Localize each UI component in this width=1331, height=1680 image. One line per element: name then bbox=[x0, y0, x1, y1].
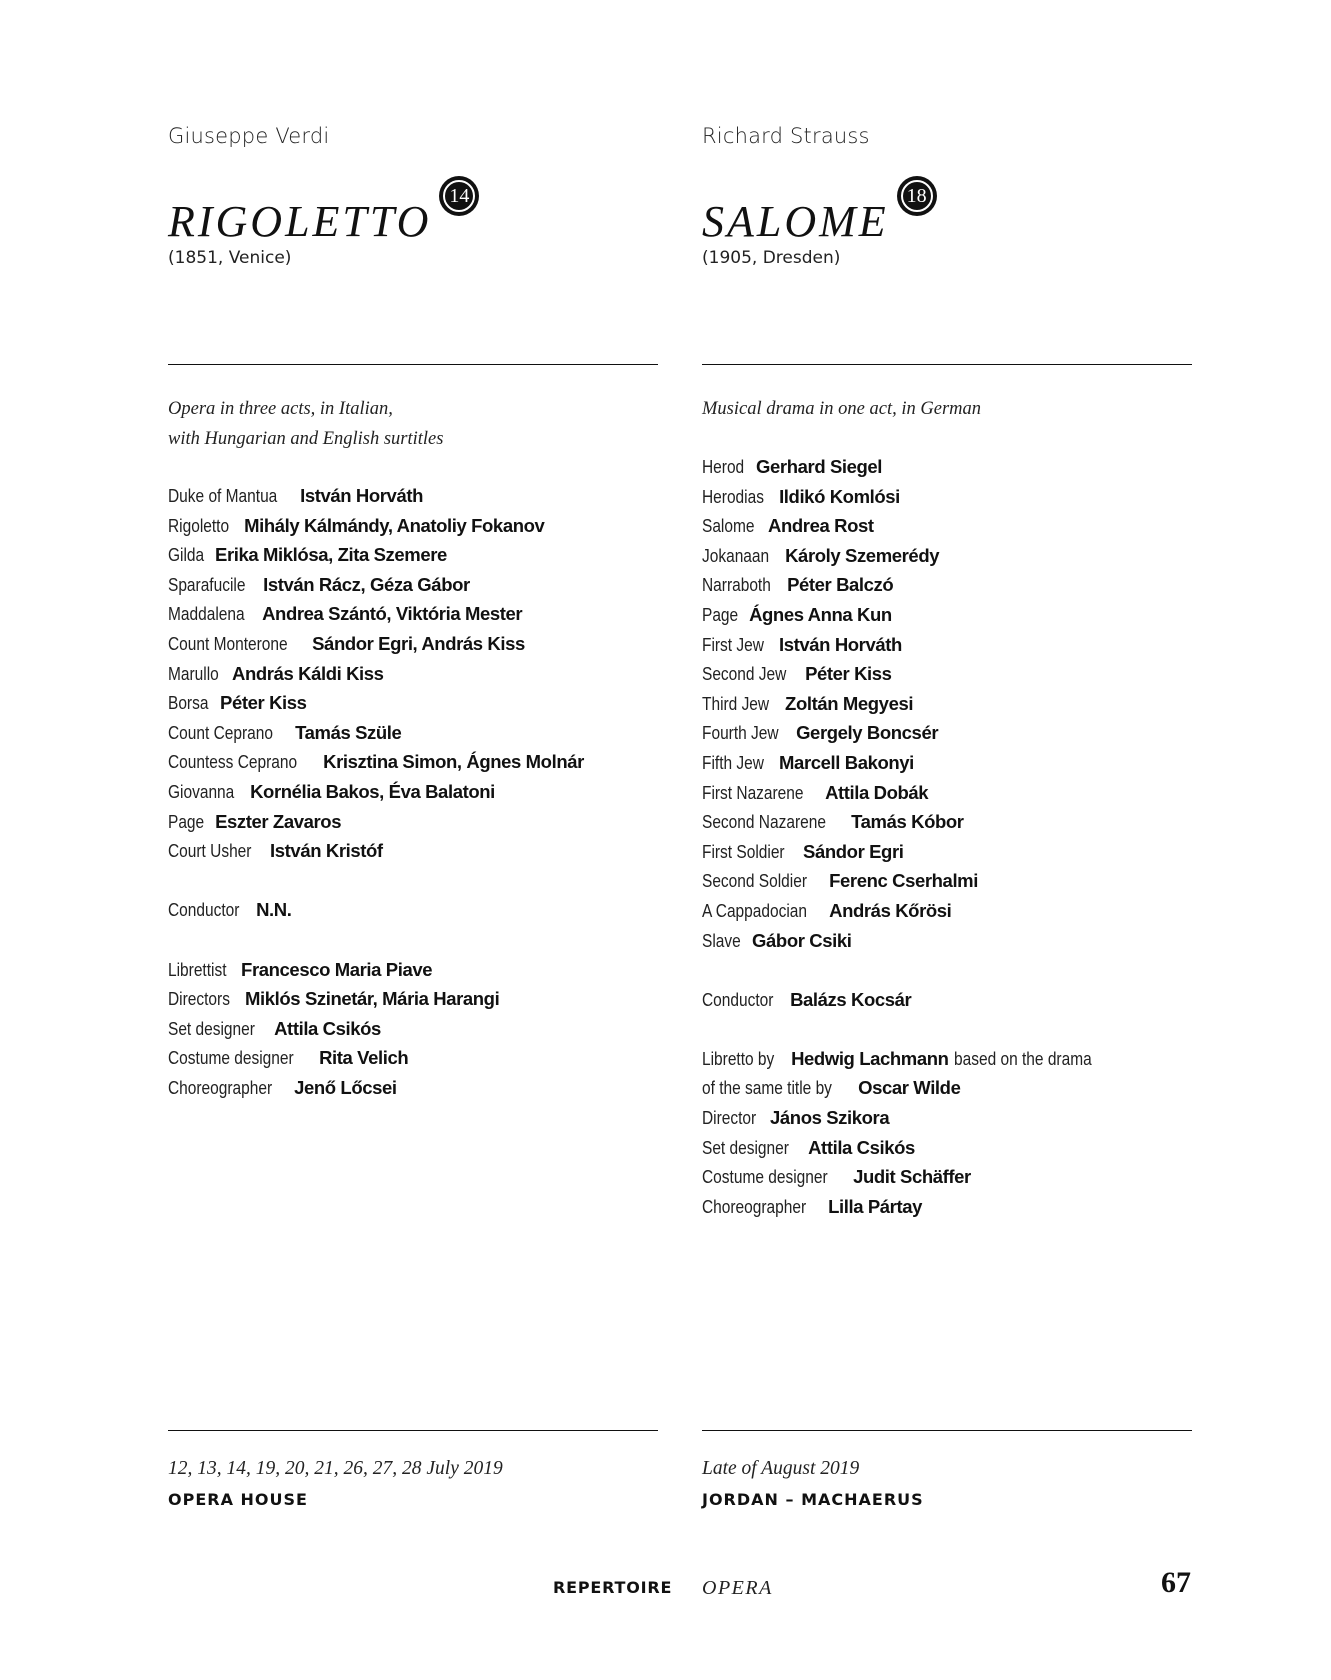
role-label: Duke of Mantua bbox=[168, 486, 278, 506]
cast-row bbox=[168, 688, 584, 718]
cast-row bbox=[702, 778, 1114, 808]
role-label: Page bbox=[168, 811, 205, 832]
role-label: Second Jew bbox=[702, 664, 787, 685]
libretto-prefix: Libretto by bbox=[702, 1048, 775, 1069]
crew-name: Francesco Maria Piave bbox=[241, 958, 433, 980]
role-label: Herodias bbox=[702, 486, 764, 507]
role-label: Count Monterone bbox=[168, 633, 288, 654]
role-label: Page bbox=[702, 604, 739, 625]
crew-row bbox=[702, 1192, 1114, 1222]
performer-name: Erika Miklósa, Zita Szemere bbox=[215, 544, 447, 566]
librettist-name: Hedwig Lachmann bbox=[791, 1047, 949, 1069]
opera-title: RIGOLETTO bbox=[168, 197, 432, 246]
opera-description bbox=[168, 394, 443, 454]
role-label: Salome bbox=[702, 516, 755, 537]
spacer bbox=[168, 866, 584, 896]
cast-row bbox=[168, 747, 584, 777]
crew-name: Miklós Szinetár, Mária Harangi bbox=[245, 988, 500, 1010]
crew-row bbox=[168, 984, 584, 1014]
role-label: Third Jew bbox=[702, 693, 770, 714]
cast-row bbox=[168, 481, 584, 511]
title-block bbox=[168, 185, 479, 247]
age-rating-value: 18 bbox=[901, 180, 933, 212]
cast-row bbox=[702, 482, 1114, 512]
performer-name: Mihály Kálmándy, Anatoliy Fokanov bbox=[244, 514, 545, 536]
performance-dates: Late of August 2019 bbox=[702, 1458, 860, 1479]
performer-name: Attila Dobák bbox=[825, 781, 929, 803]
venue: OPERA HOUSE bbox=[168, 1490, 308, 1509]
title-block bbox=[702, 185, 937, 247]
role-label: Fourth Jew bbox=[702, 723, 779, 744]
role-label: First Soldier bbox=[702, 841, 785, 862]
performer-name: István Kristóf bbox=[270, 840, 383, 862]
crew-row bbox=[702, 1162, 1114, 1192]
role-label: Maddalena bbox=[168, 604, 245, 625]
cast-row bbox=[702, 570, 1114, 600]
cast-row bbox=[168, 629, 584, 659]
role-label: Conductor bbox=[168, 900, 240, 921]
cast-row bbox=[702, 511, 1114, 541]
cast-row bbox=[168, 570, 584, 600]
performer-name: Tamás Szüle bbox=[295, 721, 402, 743]
age-rating-value: 14 bbox=[443, 180, 475, 212]
role-label: Second Nazarene bbox=[702, 812, 826, 833]
performer-name: Andrea Szántó, Viktória Mester bbox=[262, 603, 523, 625]
performer-name: András Kőrösi bbox=[829, 899, 952, 921]
composer-name: Giuseppe Verdi bbox=[168, 124, 330, 148]
performer-name: István Horváth bbox=[779, 633, 902, 655]
role-label: Countess Ceprano bbox=[168, 752, 298, 773]
performer-name: András Káldi Kiss bbox=[232, 662, 384, 684]
cast-row bbox=[168, 807, 584, 837]
crew-name: Attila Csikós bbox=[808, 1136, 915, 1158]
role-label: Choreographer bbox=[702, 1196, 807, 1217]
cast-row bbox=[702, 837, 1114, 867]
venue: JORDAN – MACHAERUS bbox=[702, 1490, 924, 1509]
crew-row bbox=[168, 1043, 584, 1073]
cast-row bbox=[168, 540, 584, 570]
performer-name: Tamás Kóbor bbox=[851, 811, 964, 833]
spacer bbox=[702, 1014, 1114, 1044]
page-number: 67 bbox=[1161, 1566, 1191, 1599]
performer-name: Károly Szemerédy bbox=[785, 544, 940, 566]
credits-list bbox=[702, 452, 1114, 1221]
crew-row bbox=[168, 1073, 584, 1103]
cast-row bbox=[168, 718, 584, 748]
composer-name: Richard Strauss bbox=[702, 124, 870, 148]
role-label: First Nazarene bbox=[702, 782, 804, 803]
credits-list bbox=[168, 481, 584, 1102]
role-label: Slave bbox=[702, 930, 741, 951]
role-label: Fifth Jew bbox=[702, 752, 764, 773]
divider bbox=[168, 1430, 658, 1431]
performer-name: Krisztina Simon, Ágnes Molnár bbox=[323, 751, 584, 773]
cast-row bbox=[702, 600, 1114, 630]
role-label: Set designer bbox=[702, 1137, 789, 1158]
cast-row bbox=[702, 896, 1114, 926]
role-label: Set designer bbox=[168, 1018, 255, 1039]
libretto-row bbox=[702, 1044, 1114, 1074]
premiere-info: (1851, Venice) bbox=[168, 248, 292, 268]
cast-row bbox=[168, 836, 584, 866]
performer-name: István Rácz, Géza Gábor bbox=[263, 573, 470, 595]
role-label: Narraboth bbox=[702, 575, 771, 596]
cast-row bbox=[702, 926, 1114, 956]
crew-name: János Szikora bbox=[770, 1107, 890, 1129]
role-label: Rigoletto bbox=[168, 515, 230, 536]
performer-name: István Horváth bbox=[300, 485, 424, 506]
role-label: Marullo bbox=[168, 663, 219, 684]
libretto-source-prefix: of the same title by bbox=[702, 1078, 832, 1099]
performer-name: Gerhard Siegel bbox=[756, 456, 883, 477]
crew-row bbox=[702, 1103, 1114, 1133]
age-rating-badge bbox=[439, 176, 479, 216]
performer-name: Sándor Egri bbox=[803, 840, 904, 862]
performer-name: Sándor Egri, András Kiss bbox=[312, 632, 525, 654]
spacer bbox=[702, 955, 1114, 985]
performer-name: Ildikó Komlósi bbox=[779, 485, 900, 507]
performer-name: Ágnes Anna Kun bbox=[749, 603, 892, 625]
cast-row bbox=[702, 807, 1114, 837]
libretto-middle: based on the drama bbox=[953, 1048, 1092, 1069]
performance-dates: 12, 13, 14, 19, 20, 21, 26, 27, 28 July 2019 bbox=[168, 1458, 503, 1479]
crew-name: Judit Schäffer bbox=[853, 1166, 971, 1188]
cast-row bbox=[702, 866, 1114, 896]
age-rating-badge bbox=[897, 176, 937, 216]
description-line: Opera in three acts, in Italian, bbox=[168, 399, 393, 419]
performer-name: Zoltán Megyesi bbox=[785, 692, 914, 714]
cast-row bbox=[168, 777, 584, 807]
performer-name: Ferenc Cserhalmi bbox=[829, 870, 978, 892]
performer-name: Eszter Zavaros bbox=[215, 810, 342, 832]
performer-name: Gábor Csiki bbox=[752, 929, 852, 951]
crew-name: Attila Csikós bbox=[274, 1017, 381, 1039]
libretto-row bbox=[702, 1073, 1114, 1103]
role-label: First Jew bbox=[702, 634, 764, 655]
premiere-info: (1905, Dresden) bbox=[702, 248, 841, 268]
divider bbox=[702, 1430, 1192, 1431]
opera-title: SALOME bbox=[702, 197, 889, 246]
performer-name: Péter Kiss bbox=[805, 663, 892, 685]
cast-row bbox=[702, 452, 1114, 482]
role-label: Count Ceprano bbox=[168, 722, 274, 743]
performer-name: Kornélia Bakos, Éva Balatoni bbox=[250, 780, 495, 802]
cast-row bbox=[702, 541, 1114, 571]
role-label: Herod bbox=[702, 457, 745, 477]
role-label: Choreographer bbox=[168, 1077, 273, 1098]
cast-row bbox=[168, 659, 584, 689]
performer-name: Balázs Kocsár bbox=[790, 988, 912, 1010]
performer-name: Péter Kiss bbox=[220, 692, 307, 714]
description-line: with Hungarian and English surtitles bbox=[168, 429, 444, 449]
crew-row bbox=[702, 1133, 1114, 1163]
performer-name: N.N. bbox=[256, 899, 292, 921]
crew-row bbox=[168, 1014, 584, 1044]
performer-name: Marcell Bakonyi bbox=[779, 751, 914, 773]
role-label: Conductor bbox=[702, 989, 774, 1010]
conductor-row bbox=[702, 985, 1114, 1015]
cast-row bbox=[702, 748, 1114, 778]
divider bbox=[168, 364, 658, 365]
crew-name: Lilla Pártay bbox=[828, 1195, 923, 1217]
role-label: Borsa bbox=[168, 693, 209, 714]
cast-row bbox=[702, 718, 1114, 748]
role-label: Sparafucile bbox=[168, 574, 246, 595]
role-label: Director bbox=[702, 1108, 757, 1129]
footer-section-label: REPERTOIRE bbox=[553, 1578, 673, 1597]
performer-name: Andrea Rost bbox=[768, 515, 874, 537]
role-label: A Cappadocian bbox=[702, 900, 808, 921]
role-label: Directors bbox=[168, 989, 230, 1010]
role-label: Costume designer bbox=[168, 1048, 294, 1069]
description-line: Musical drama in one act, in German bbox=[702, 399, 982, 419]
cast-row bbox=[702, 689, 1114, 719]
role-label: Jokanaan bbox=[702, 545, 770, 566]
role-label: Gilda bbox=[168, 545, 205, 566]
spacer bbox=[168, 925, 584, 955]
performer-name: Gergely Boncsér bbox=[796, 722, 939, 744]
cast-row bbox=[168, 599, 584, 629]
role-label: Second Soldier bbox=[702, 871, 808, 892]
role-label: Giovanna bbox=[168, 781, 235, 802]
crew-name: Rita Velich bbox=[319, 1047, 409, 1069]
crew-name: Jenő Lőcsei bbox=[294, 1076, 397, 1098]
cast-row bbox=[168, 511, 584, 541]
crew-row bbox=[168, 955, 584, 985]
source-author-name: Oscar Wilde bbox=[858, 1077, 961, 1099]
cast-row bbox=[702, 659, 1114, 689]
performer-name: Péter Balczó bbox=[787, 574, 894, 596]
footer-category-label: OPERA bbox=[702, 1577, 773, 1599]
role-label: Librettist bbox=[168, 959, 227, 980]
role-label: Costume designer bbox=[702, 1167, 828, 1188]
opera-description bbox=[702, 394, 981, 424]
cast-row bbox=[702, 630, 1114, 660]
divider bbox=[702, 364, 1192, 365]
role-label: Court Usher bbox=[168, 841, 252, 862]
conductor-row bbox=[168, 895, 584, 925]
